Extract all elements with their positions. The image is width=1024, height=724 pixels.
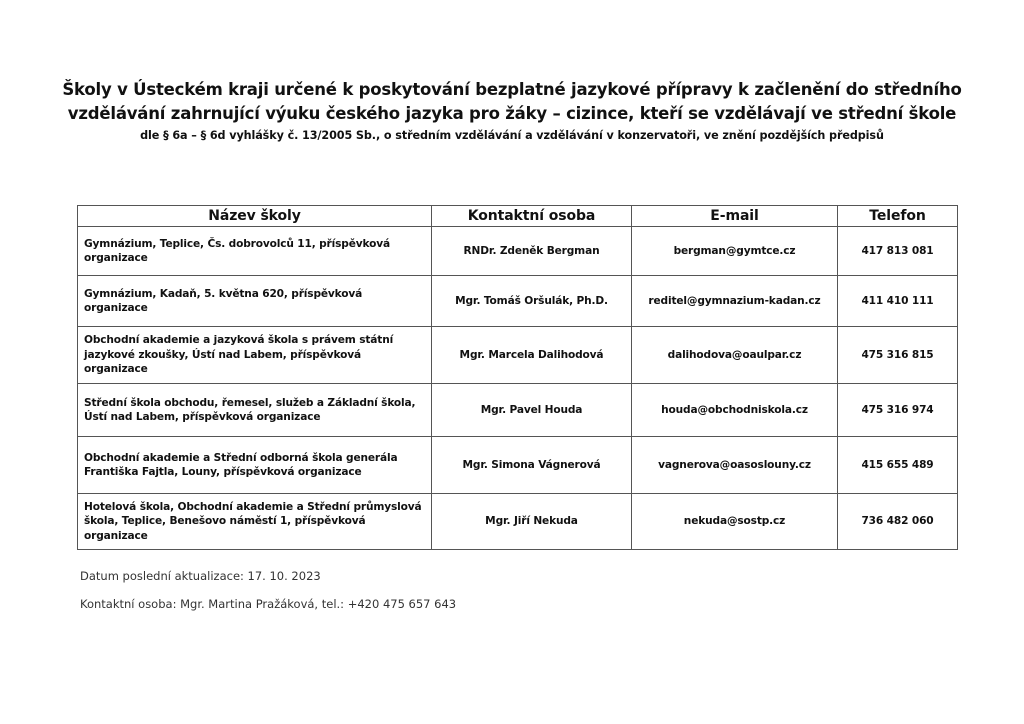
contact-person-cell: Mgr. Marcela Dalihodová	[432, 327, 632, 384]
document-subtitle: dle § 6a – § 6d vyhlášky č. 13/2005 Sb., o středním vzdělávání a vzdělávání v konzervatoři, ve znění pozdějších předpisů	[140, 129, 884, 142]
email-cell: houda@obchodniskola.cz	[632, 384, 838, 437]
school-name-cell: Střední škola obchodu, řemesel, služeb a Základní škola, Ústí nad Labem, příspěvková organizace	[78, 384, 432, 437]
table-row	[78, 227, 958, 276]
school-name-cell: Hotelová škola, Obchodní akademie a Střední průmyslová škola, Teplice, Benešovo náměstí 1, příspěvková organizace	[78, 494, 432, 550]
phone-cell: 736 482 060	[838, 494, 958, 550]
email-cell: reditel@gymnazium-kadan.cz	[632, 276, 838, 327]
document-title: Školy v Ústeckém kraji určené k poskytování bezplatné jazykové přípravy k začlenění do středního vzdělávání zahrnující výuku českého jazyka pro žáky – cizince, kteří se vzdělávají ve střední škole	[62, 80, 962, 123]
phone-cell: 417 813 081	[838, 227, 958, 276]
contact-person-cell: Mgr. Simona Vágnerová	[432, 437, 632, 494]
column-header-school: Název školy	[78, 206, 432, 227]
phone-cell: 415 655 489	[838, 437, 958, 494]
school-name-cell: Obchodní akademie a Střední odborná škola generála Františka Fajtla, Louny, příspěvková organizace	[78, 437, 432, 494]
contact-person-cell: Mgr. Pavel Houda	[432, 384, 632, 437]
table-row	[78, 437, 958, 494]
contact-person-cell: RNDr. Zdeněk Bergman	[432, 227, 632, 276]
contact-person-note: Kontaktní osoba: Mgr. Martina Pražáková, tel.: +420 475 657 643	[80, 597, 457, 611]
column-header-contact: Kontaktní osoba	[432, 206, 632, 227]
column-header-phone: Telefon	[838, 206, 958, 227]
email-cell: nekuda@sostp.cz	[632, 494, 838, 550]
phone-cell: 475 316 815	[838, 327, 958, 384]
phone-cell: 411 410 111	[838, 276, 958, 327]
email-cell: dalihodova@oaulpar.cz	[632, 327, 838, 384]
email-cell: bergman@gymtce.cz	[632, 227, 838, 276]
schools-table	[77, 205, 958, 550]
email-cell: vagnerova@oasoslouny.cz	[632, 437, 838, 494]
table-row	[78, 384, 958, 437]
school-name-cell: Gymnázium, Kadaň, 5. května 620, příspěvková organizace	[78, 276, 432, 327]
document-heading	[60, 78, 964, 144]
table-row	[78, 494, 958, 550]
school-name-cell: Obchodní akademie a jazyková škola s právem státní jazykové zkoušky, Ústí nad Labem, příspěvková organizace	[78, 327, 432, 384]
table-header-row	[78, 206, 958, 227]
column-header-email: E-mail	[632, 206, 838, 227]
contact-person-cell: Mgr. Jiří Nekuda	[432, 494, 632, 550]
table-row	[78, 327, 958, 384]
contact-person-cell: Mgr. Tomáš Oršulák, Ph.D.	[432, 276, 632, 327]
phone-cell: 475 316 974	[838, 384, 958, 437]
table-row	[78, 276, 958, 327]
school-name-cell: Gymnázium, Teplice, Čs. dobrovolců 11, příspěvková organizace	[78, 227, 432, 276]
last-updated-note: Datum poslední aktualizace: 17. 10. 2023	[80, 569, 321, 583]
